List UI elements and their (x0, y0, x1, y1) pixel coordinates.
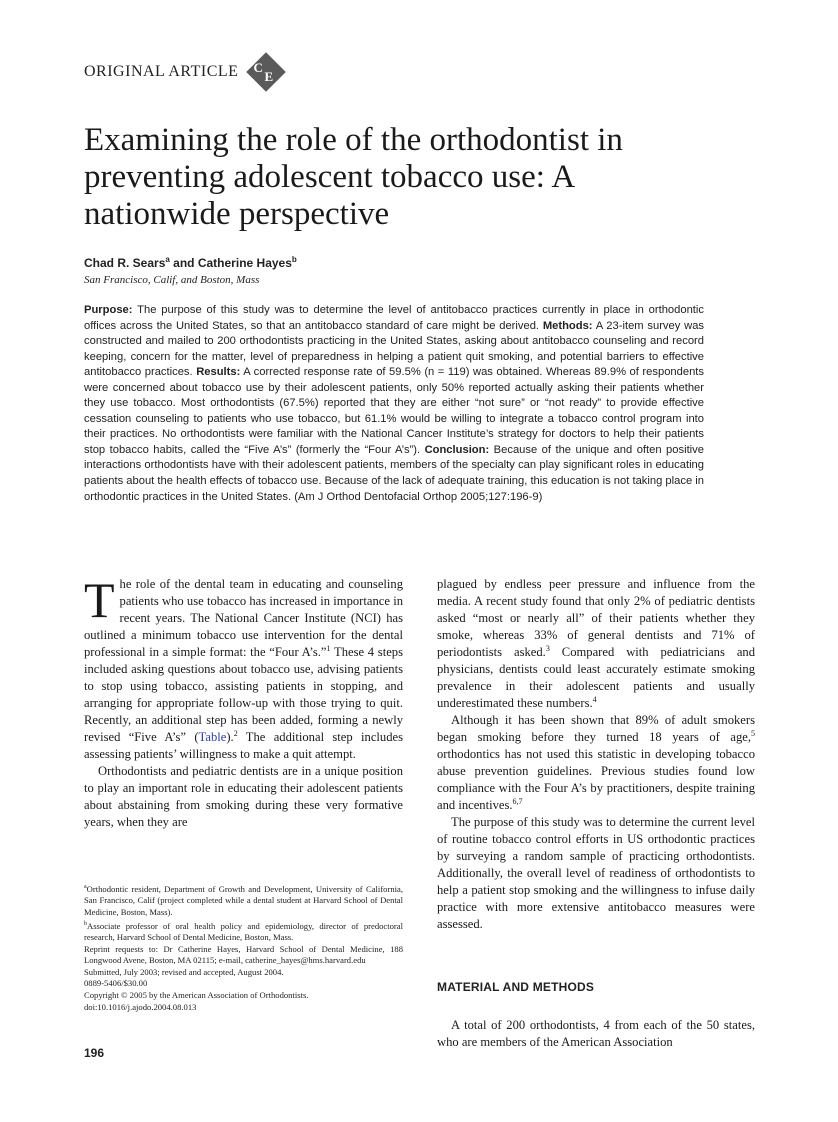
author-name: Catherine Hayes (197, 256, 292, 270)
body-text: orthodontics has not used this statistic in developing tobacco abuse prevention guidelines. Previous studies found low compliance with the Four A’s by practitioners, despite training and incentives. (437, 747, 755, 812)
section-heading: MATERIAL AND METHODS (437, 980, 595, 994)
body-text: Compared with pediatricians and physicians, dentists could least accurately estimate smoking prevalence in their adolescent patients and usually underestimated these numbers. (437, 645, 755, 710)
abstract-conclusion: Because of the unique and often positive interactions orthodontists have with their adolescent patients, members of the specialty can play significant roles in educating patients about the health effects of tobacco use. Because of the lack of adequate training, this education is not taking place in orthodontic practices in the United States. (Am J Orthod Dentofacial Orthop 2005;127:196-9) (84, 443, 704, 503)
body-paragraph (84, 572, 403, 763)
reference-marker[interactable]: 2 (233, 728, 238, 738)
reference-marker[interactable]: 3 (545, 643, 550, 653)
footnote-marker: a (84, 884, 87, 890)
author-locations: San Francisco, Calif, and Boston, Mass (84, 274, 260, 286)
ce-badge-letter-c: C (253, 60, 263, 75)
body-paragraph: Orthodontists and pediatric dentists are in a unique position to play an important role in educating their adolescent patients about abstaining from smoking during these very formative years, when they are (84, 764, 403, 829)
author-affiliation-marker: a (165, 255, 170, 264)
reference-marker[interactable]: 4 (592, 694, 597, 704)
body-text: Although it has been shown that 89% of adult smokers began smoking before they turned 18 years of age, (437, 713, 755, 744)
ce-credit-badge (246, 52, 286, 92)
body-text: The additional step includes assessing patients’ willingness to make a quit attempt. (84, 730, 403, 761)
footnote-text: Associate professor of oral health policy and epidemiology, director of predoctoral research, Harvard School of Dental Medicine, Boston, Mass. (84, 920, 403, 943)
abstract-conclusion-label: Conclusion: (424, 443, 490, 456)
body-column-right (437, 576, 755, 933)
body-text: plagued by endless peer pressure and influence from the media. A recent study found that only 2% of pediatric dentists asked “most or nearly all” of their patients whether they smoke, whereas 33% of general dentists and 71% of periodontists asked. (437, 577, 755, 659)
reference-marker[interactable]: 6,7 (512, 796, 523, 806)
page-number: 196 (84, 1046, 105, 1060)
body-paragraph (437, 576, 755, 712)
footnote-a (84, 882, 403, 919)
copyright-notice: Copyright © 2005 by the American Association of Orthodontists. (84, 990, 309, 1001)
author-affiliation-marker: b (291, 255, 297, 264)
body-paragraph: A total of 200 orthodontists, 4 from each of the 50 states, who are members of the American Association (437, 1017, 755, 1049)
abstract (84, 303, 704, 505)
footnotes (84, 882, 403, 1013)
article-type-label: ORIGINAL ARTICLE (84, 63, 239, 80)
doi[interactable]: doi:10.1016/j.ajodo.2004.08.013 (84, 1001, 197, 1012)
abstract-purpose-label: Purpose: (84, 304, 133, 316)
table-link[interactable]: Table (198, 730, 227, 744)
submission-dates: Submitted, July 2003; revised and accepted, August 2004. (84, 966, 284, 977)
body-paragraph: The purpose of this study was to determine the current level of routine tobacco control efforts in US orthodontic practices by surveying a random sample of practicing orthodontists. Additionally, the overall level of readiness of orthodontists to help a patient stop smoking and the willingness to infuse daily practice with more extensive antitobacco measures were assessed. (437, 815, 755, 931)
reference-marker[interactable]: 1 (326, 643, 331, 653)
body-paragraph (437, 712, 755, 814)
body-text: ). (226, 730, 234, 744)
ce-badge-letter-e: E (264, 69, 274, 84)
body-column-left (84, 572, 403, 831)
body-column-right-continued (437, 1004, 755, 1063)
abstract-results: A corrected response rate of 59.5% (n = 119) was obtained. Whereas 89.9% of respondents were concerned about tobacco use by their adolescent patients, only 50% reported actually asking their patients whether they use tobacco. Most orthodontists (67.5%) reported that they are either “not sure” or “not ready” to provide effective cessation counseling to patients who use tobacco, but 61.1% would be willing to integrate a tobacco control program into their practices. No orthodontists were familiar with the National Cancer Institute’s strategy for doctors to help their patients stop tobacco habits, called the “Five A’s” (formerly the “Four A’s”). (84, 366, 705, 456)
author-name: Chad R. Sears (84, 256, 166, 270)
body-text: he role of the dental team in educating and counseling patients who use tobacco has increased in importance in recent years. The National Cancer Institute (NCI) has outlined a minimum tobacco use intervention for the dental professional in a simple format: the “Four A’s.” (84, 577, 403, 659)
article-type-header (84, 52, 286, 92)
footnote-marker: b (84, 920, 87, 927)
reference-marker[interactable]: 5 (751, 728, 755, 738)
author-line (84, 255, 297, 270)
author-joiner: and (169, 256, 198, 270)
footnote-b (84, 919, 403, 944)
footnote-text: Orthodontic resident, Department of Growth and Development, University of California, San Francisco, Calif (project completed while a dental student at Harvard School of Dental Medicine, Boston, Mass). (84, 883, 403, 918)
abstract-methods: A 23-item survey was constructed and mailed to 200 orthodontists practicing in the United States, asking about antitobacco counseling and record keeping, concern for the matter, level of preparedness in helping a patient quit smoking, and potential barriers to effective antitobacco practices. (84, 319, 705, 379)
abstract-purpose: The purpose of this study was to determine the level of antitobacco practices currently in place in orthodontic offices across the United States, so that an antitobacco standard of care might be derived. (84, 304, 704, 332)
body-text: These 4 steps included asking questions about tobacco use, advising patients to stop using tobacco, assisting patients in stopping, and arranging for appropriate follow-up with those trying to quit. Recently, an additional step has been added, forming a newly revised “Five A’s” ( (84, 645, 403, 744)
issn-price: 0889-5406/$30.00 (84, 978, 148, 989)
article-title: Examining the role of the orthodontist in preventing adolescent tobacco use: A nationwide perspective (84, 122, 623, 232)
drop-cap: T (84, 572, 115, 628)
abstract-methods-label: Methods: (542, 319, 593, 332)
abstract-results-label: Results: (196, 366, 241, 379)
reprint-requests: Reprint requests to: Dr Catherine Hayes, Harvard School of Dental Medicine, 188 Longwood Avene, Boston, MA 02115; e-mail, catherine_hayes@hms.harvard.edu (84, 943, 403, 966)
